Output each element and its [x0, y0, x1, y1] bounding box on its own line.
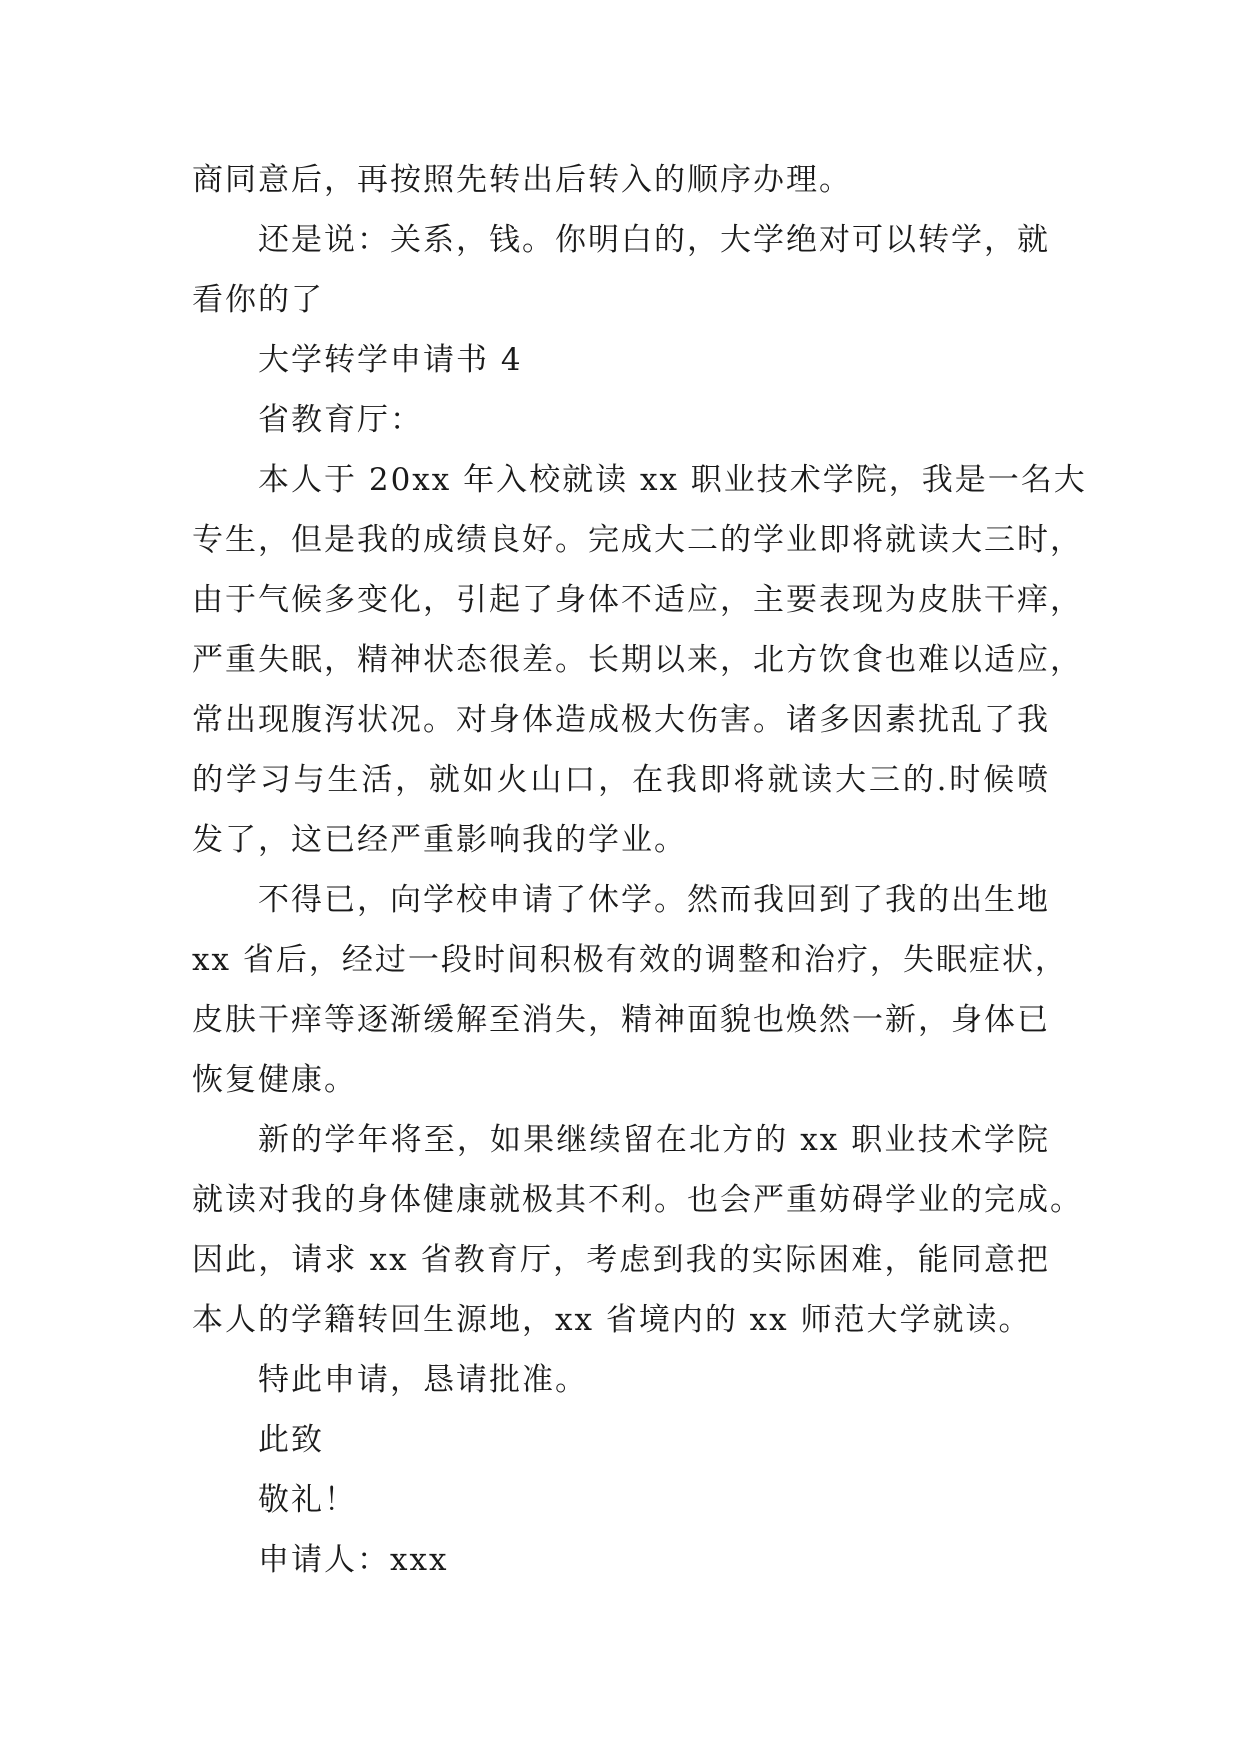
text-line: 严重失眠，精神状态很差。长期以来，北方饮食也难以适应，	[192, 642, 1083, 678]
closing-greeting: 此致	[258, 1422, 324, 1458]
text-line: 商同意后，再按照先转出后转入的顺序办理。	[192, 162, 852, 198]
text-line: 皮肤干痒等逐渐缓解至消失，精神面貌也焕然一新，身体已	[192, 1002, 1050, 1038]
text-line: 不得已，向学校申请了休学。然而我回到了我的出生地	[258, 882, 1050, 918]
text-line: 看你的了	[192, 282, 324, 318]
text-line: 专生，但是我的成绩良好。完成大二的学业即将就读大三时，	[192, 522, 1083, 558]
closing-request: 特此申请，恳请批准。	[258, 1362, 588, 1398]
text-line: 发了，这已经严重影响我的学业。	[192, 822, 687, 858]
text-line: 的学习与生活，就如火山口，在我即将就读大三的.时候喷	[192, 762, 1050, 798]
text-line: 本人的学籍转回生源地，xx 省境内的 xx 师范大学就读。	[192, 1302, 1032, 1338]
text-line: 因此，请求 xx 省教育厅，考虑到我的实际困难，能同意把	[192, 1242, 1050, 1278]
closing-salute: 敬礼！	[258, 1482, 357, 1518]
applicant-signature: 申请人：xxx	[258, 1542, 449, 1578]
text-line: 由于气候多变化，引起了身体不适应，主要表现为皮肤干痒，	[192, 582, 1083, 618]
text-line: 恢复健康。	[192, 1062, 357, 1098]
text-line: 本人于 20xx 年入校就读 xx 职业技术学院，我是一名大	[258, 462, 1087, 498]
document-page	[192, 150, 1087, 1590]
text-line: 就读对我的身体健康就极其不利。也会严重妨碍学业的完成。	[192, 1182, 1083, 1218]
salutation: 省教育厅：	[258, 402, 423, 438]
text-line: 还是说：关系，钱。你明白的，大学绝对可以转学，就	[258, 222, 1050, 258]
text-line: 常出现腹泻状况。对身体造成极大伤害。诸多因素扰乱了我	[192, 702, 1050, 738]
text-line: xx 省后，经过一段时间积极有效的调整和治疗，失眠症状，	[192, 942, 1068, 978]
text-line: 新的学年将至，如果继续留在北方的 xx 职业技术学院	[258, 1122, 1050, 1158]
document-title: 大学转学申请书 4	[258, 342, 523, 378]
